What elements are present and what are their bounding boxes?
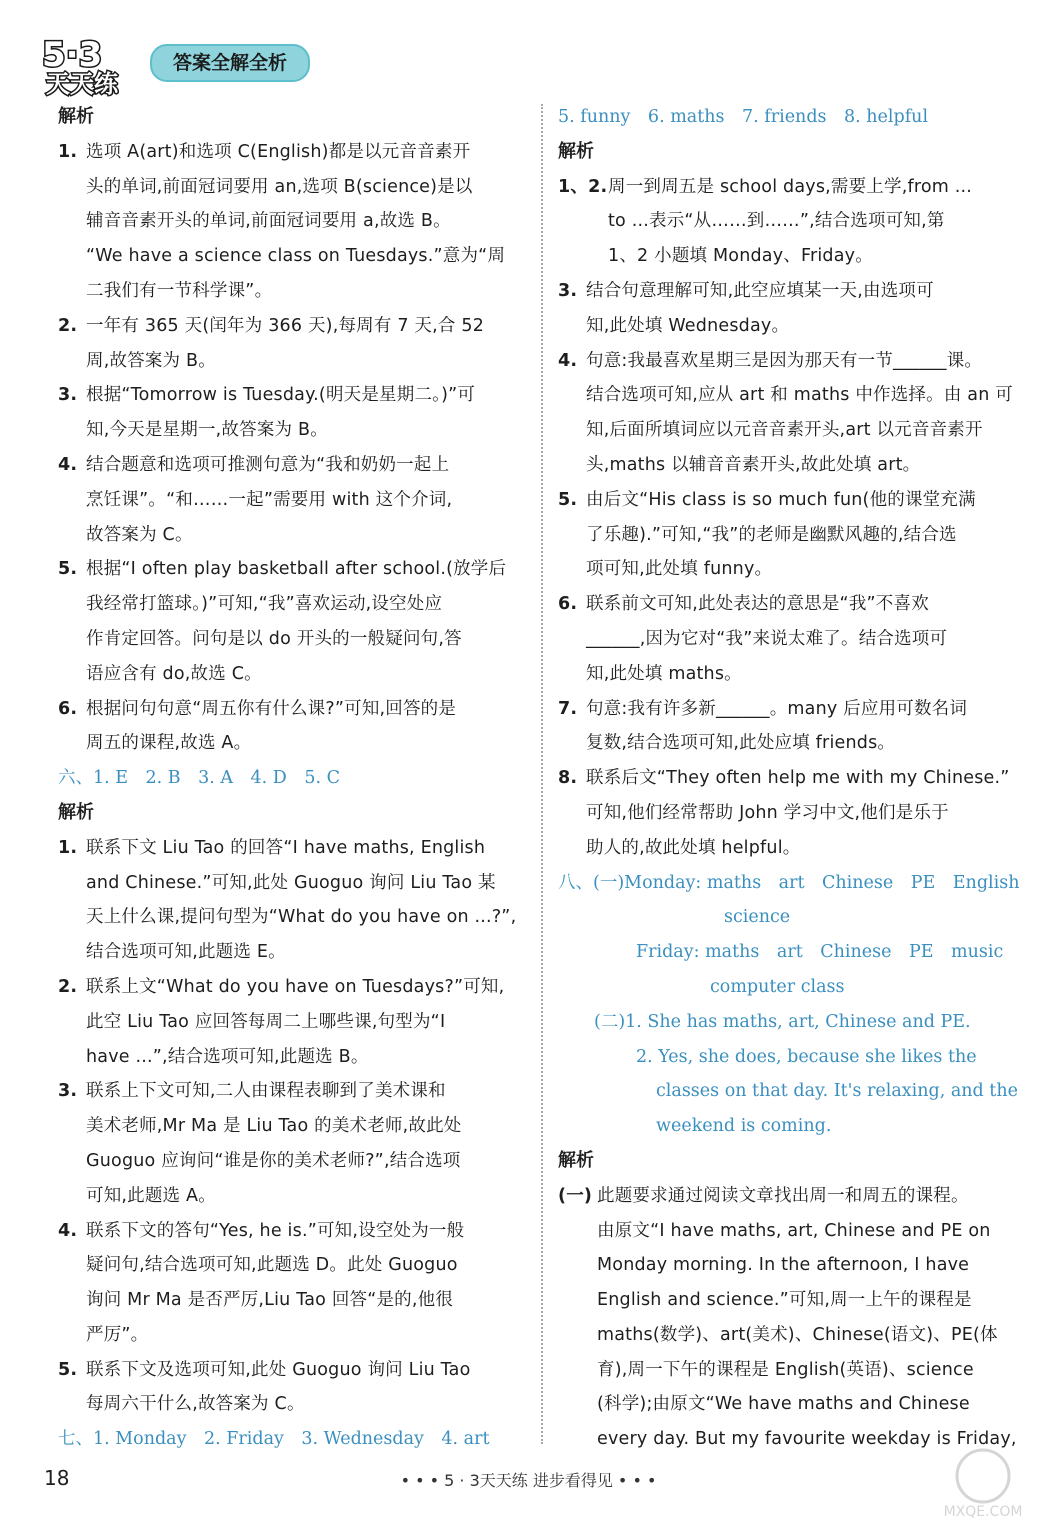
item-number: (一) bbox=[558, 1185, 593, 1206]
left-column bbox=[58, 100, 526, 1457]
explanation-item bbox=[558, 692, 1026, 762]
text-line: 了乐趣).”可知,“我”的老师是幽默风趣的,结合选 bbox=[586, 524, 957, 545]
watermark bbox=[923, 1446, 1043, 1526]
item-number: 1. bbox=[58, 837, 78, 858]
explanation-item bbox=[558, 1179, 1026, 1457]
text-line: 每周六干什么,故答案为 C。 bbox=[86, 1394, 305, 1415]
text-line: 6. 根据问句句意“周五你有什么课?”可知,回答的是 bbox=[58, 692, 526, 727]
item-number: 4. bbox=[58, 1220, 78, 1241]
footer-slogan: • • • 5 · 3天天练 进步看得见 • • • bbox=[400, 1471, 657, 1490]
text-line: 头的单词,前面冠词要用 an,选项 B(science)是以 bbox=[86, 176, 473, 197]
explanation-item bbox=[58, 1214, 526, 1353]
text-line: 知,此处填 Wednesday。 bbox=[586, 315, 790, 336]
item-number: 3. bbox=[58, 1081, 78, 1102]
text-line: 4. 句意:我最喜欢星期三是因为那天有一节______课。 bbox=[558, 344, 1026, 379]
text-line: and Chinese.”可知,此处 Guoguo 询问 Liu Tao 某 bbox=[86, 872, 496, 893]
item-number: 1、2. bbox=[558, 176, 608, 197]
answer-line: science bbox=[724, 907, 791, 928]
text-line: 5. 由后文“His class is so much fun(他的课堂充满 bbox=[558, 483, 1026, 518]
item-number: 8. bbox=[558, 768, 578, 789]
text-line: 3. 结合句意理解可知,此空应填某一天,由选项可 bbox=[558, 274, 1026, 309]
explanation-item bbox=[58, 1353, 526, 1423]
section-heading: 解析 bbox=[558, 1149, 594, 1171]
item-number: 6. bbox=[558, 594, 578, 615]
text-line: 育),周一下午的课程是 English(英语)、science bbox=[597, 1359, 974, 1380]
text-line: 二我们有一节科学课”。 bbox=[86, 280, 273, 301]
text-line: 3. 根据“Tomorrow is Tuesday.(明天是星期二。)”可 bbox=[58, 378, 526, 413]
text-line: 助人的,故此处填 helpful。 bbox=[586, 837, 801, 858]
explanation-item bbox=[558, 761, 1026, 865]
item-number: 5. bbox=[558, 489, 578, 510]
text-line: 询问 Mr Ma 是否严厉,Liu Tao 回答“是的,他很 bbox=[86, 1290, 454, 1311]
answer-line: 5. funny 6. maths 7. friends 8. helpful bbox=[558, 107, 929, 127]
explanation-item bbox=[558, 344, 1026, 483]
answer-line: computer class bbox=[710, 976, 845, 997]
answer-line: 六、1. E 2. B 3. A 4. D 5. C bbox=[58, 768, 340, 789]
text-line: 1、2 小题填 Monday、Friday。 bbox=[608, 246, 873, 267]
answer-line: 八、(一)Monday: maths art Chinese PE English bbox=[558, 872, 1020, 893]
item-number: 2. bbox=[58, 315, 78, 336]
text-line: 此空 Liu Tao 应回答每周二上哪些课,句型为“I bbox=[86, 1011, 446, 1032]
section-heading: 解析 bbox=[558, 140, 594, 162]
text-line: 可知,他们经常帮助 John 学习中文,他们是乐于 bbox=[586, 802, 949, 823]
text-line: 知,后面所填词应以元音音素开头,art 以元音音素开 bbox=[586, 420, 983, 441]
section-heading: 解析 bbox=[58, 801, 94, 823]
text-line: maths(数学)、art(美术)、Chinese(语文)、PE(体 bbox=[597, 1324, 998, 1345]
answer-line: (二)1. She has maths, art, Chinese and PE. bbox=[594, 1011, 971, 1032]
text-line: 5. 联系下文及选项可知,此处 Guoguo 询问 Liu Tao bbox=[58, 1353, 526, 1388]
item-number: 4. bbox=[558, 350, 578, 371]
svg-text:天天练: 天天练 bbox=[46, 70, 118, 98]
text-line: 1. 选项 A(art)和选项 C(English)都是以元音音素开 bbox=[58, 135, 526, 170]
text-line: 疑问句,结合选项可知,此题选 D。此处 Guoguo bbox=[86, 1255, 458, 1276]
explanation-item bbox=[58, 970, 526, 1074]
text-line: 美术老师,Mr Ma 是 Liu Tao 的美术老师,故此处 bbox=[86, 1116, 462, 1137]
text-line: English and science.”可知,周一上午的课程是 bbox=[597, 1290, 972, 1311]
text-line: 6. 联系前文可知,此处表达的意思是“我”不喜欢 bbox=[558, 587, 1026, 622]
answer-line: Friday: maths art Chinese PE music bbox=[636, 942, 1004, 963]
text-line: every day. But my favourite weekday is Friday, bbox=[597, 1429, 1017, 1450]
explanation-item bbox=[558, 274, 1026, 344]
section-heading: 解析 bbox=[58, 106, 94, 127]
text-line: 4. 结合题意和选项可推测句意为“我和奶奶一起上 bbox=[58, 448, 526, 483]
explanation-item bbox=[558, 170, 1026, 274]
item-number: 1. bbox=[58, 141, 78, 162]
text-line: 4. 联系下文的答句“Yes, he is.”可知,设空处为一般 bbox=[58, 1214, 526, 1249]
answer-line: weekend is coming. bbox=[656, 1116, 832, 1137]
explanation-item bbox=[58, 378, 526, 448]
page-number: 18 bbox=[44, 1466, 70, 1490]
header-badge: 答案全解全析 bbox=[150, 44, 310, 82]
logo bbox=[36, 30, 136, 98]
item-number: 4. bbox=[58, 454, 78, 475]
text-line: Guoguo 应询问“谁是你的美术老师?”,结合选项 bbox=[86, 1150, 461, 1171]
text-line: 项可知,此处填 funny。 bbox=[586, 559, 773, 580]
explanation-item bbox=[58, 552, 526, 691]
text-line: 烹饪课”。“和……一起”需要用 with 这个介词, bbox=[86, 489, 453, 510]
item-number: 6. bbox=[58, 698, 78, 719]
text-line: to ...表示“从……到……”,结合选项可知,第 bbox=[608, 211, 945, 232]
text-line: (科学);由原文“We have maths and Chinese bbox=[597, 1394, 970, 1415]
item-number: 3. bbox=[58, 385, 78, 406]
text-line: 由原文“I have maths, art, Chinese and PE on bbox=[597, 1220, 991, 1241]
text-line: 头,maths 以辅音音素开头,故此处填 art。 bbox=[586, 454, 921, 475]
answer-line: classes on that day. It's relaxing, and the bbox=[656, 1081, 1018, 1102]
text-line: 知,此处填 maths。 bbox=[586, 663, 742, 684]
text-line: Monday morning. In the afternoon, I have bbox=[597, 1255, 970, 1276]
text-line: ______,因为它对“我”来说太难了。结合选项可 bbox=[586, 628, 948, 649]
text-line: 严厉”。 bbox=[86, 1324, 149, 1345]
text-line: have ...”,结合选项可知,此题选 B。 bbox=[86, 1046, 369, 1067]
explanation-item bbox=[58, 831, 526, 970]
text-line: (一) 此题要求通过阅读文章找出周一和周五的课程。 bbox=[558, 1179, 1026, 1214]
text-line: 1. 联系下文 Liu Tao 的回答“I have maths, English bbox=[58, 831, 526, 866]
text-line: 8. 联系后文“They often help me with my Chinese.” bbox=[558, 761, 1026, 796]
text-line: “We have a science class on Tuesdays.”意为“周 bbox=[86, 246, 506, 267]
text-line: 2. 一年有 365 天(闰年为 366 天),每周有 7 天,合 52 bbox=[58, 309, 526, 344]
item-number: 3. bbox=[558, 280, 578, 301]
text-line: 7. 句意:我有许多新______。many 后应用可数名词 bbox=[558, 692, 1026, 727]
text-line: 辅音音素开头的单词,前面冠词要用 a,故选 B。 bbox=[86, 211, 451, 232]
explanation-item bbox=[58, 448, 526, 552]
explanation-item bbox=[558, 483, 1026, 587]
column-divider bbox=[541, 104, 543, 1444]
text-line: 作肯定回答。问句是以 do 开头的一般疑问句,答 bbox=[86, 628, 462, 649]
explanation-item bbox=[58, 135, 526, 309]
text-line: 语应含有 do,故选 C。 bbox=[86, 663, 262, 684]
text-line: 5. 根据“I often play basketball after school.(放学后 bbox=[58, 552, 526, 587]
explanation-item bbox=[58, 1074, 526, 1213]
text-line: 复数,结合选项可知,此处应填 friends。 bbox=[586, 733, 896, 754]
text-line: 天上什么课,提问句型为“What do you have on ...?”, bbox=[86, 907, 517, 928]
svg-text:5·3: 5·3 bbox=[42, 35, 103, 75]
answer-line: 2. Yes, she does, because she likes the bbox=[636, 1046, 977, 1067]
text-line: 知,今天是星期一,故答案为 B。 bbox=[86, 420, 328, 441]
answer-line: 七、1. Monday 2. Friday 3. Wednesday 4. art bbox=[58, 1429, 490, 1450]
text-line: 2. 联系上文“What do you have on Tuesdays?”可知, bbox=[58, 970, 526, 1005]
right-column bbox=[558, 100, 1026, 1457]
text-line: 周,故答案为 B。 bbox=[86, 350, 216, 371]
text-line: 周五的课程,故选 A。 bbox=[86, 733, 252, 754]
item-number: 7. bbox=[558, 698, 578, 719]
text-line: 结合选项可知,此题选 E。 bbox=[86, 942, 286, 963]
svg-text:MXQE.COM: MXQE.COM bbox=[943, 1504, 1023, 1520]
explanation-item bbox=[58, 309, 526, 379]
text-line: 我经常打篮球。)”可知,“我”喜欢运动,设空处应 bbox=[86, 594, 443, 615]
text-line: 3. 联系上下文可知,二人由课程表聊到了美术课和 bbox=[58, 1074, 526, 1109]
text-line: 可知,此题选 A。 bbox=[86, 1185, 216, 1206]
text-line: 故答案为 C。 bbox=[86, 524, 193, 545]
item-number: 5. bbox=[58, 559, 78, 580]
text-line: 1、2.周一到周五是 school days,需要上学,from ... bbox=[558, 170, 1026, 205]
item-number: 5. bbox=[58, 1359, 78, 1380]
item-number: 2. bbox=[58, 976, 78, 997]
text-line: 结合选项可知,应从 art 和 maths 中作选择。由 an 可 bbox=[586, 385, 1013, 406]
explanation-item bbox=[558, 587, 1026, 691]
explanation-item bbox=[58, 692, 526, 762]
